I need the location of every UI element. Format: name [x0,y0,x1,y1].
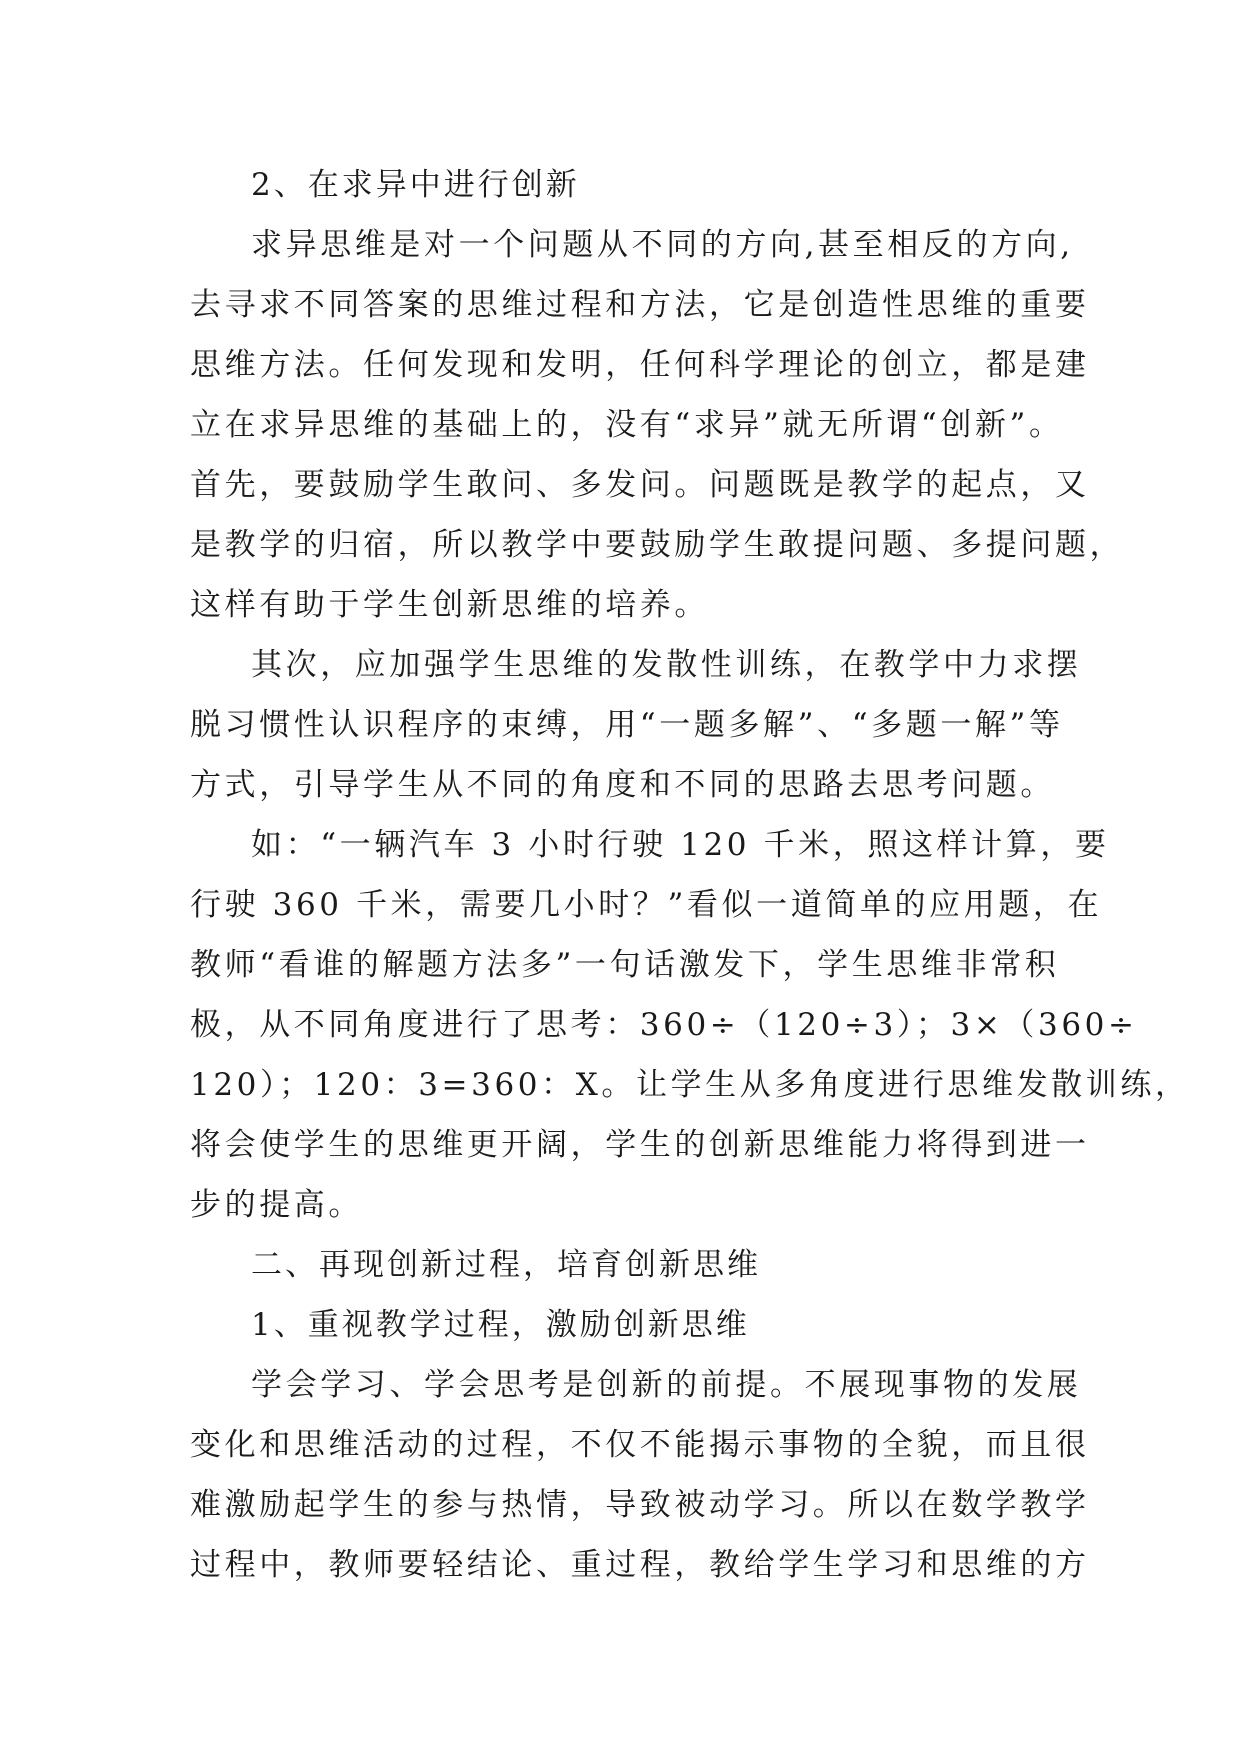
paragraph-line: 极，从不同角度进行了思考：360÷（120÷3）；3×（360÷ [190,1007,1138,1043]
paragraph-line: 去寻求不同答案的思维过程和方法，它是创造性思维的重要 [190,287,1090,323]
paragraph-line: 如：“一辆汽车 3 小时行驶 120 千米，照这样计算，要 [251,827,1110,863]
paragraph-line: 行驶 360 千米，需要几小时？”看似一道简单的应用题，在 [190,887,1103,923]
paragraph-line: 教师“看谁的解题方法多”一句话激发下，学生思维非常积 [190,947,1060,983]
paragraph-line: 立在求异思维的基础上的，没有“求异”就无所谓“创新”。 [190,407,1064,443]
paragraph-line: 步的提高。 [190,1187,363,1223]
paragraph-line: 这样有助于学生创新思维的培养。 [190,587,709,623]
paragraph-line: 思维方法。任何发现和发明，任何科学理论的创立，都是建 [190,347,1090,383]
paragraph-line: 难激励起学生的参与热情，导致被动学习。所以在数学教学 [190,1487,1090,1523]
paragraph-line: 是教学的归宿，所以教学中要鼓励学生敢提问题、多提问题， [190,527,1125,563]
paragraph-line: 脱习惯性认识程序的束缚，用“一题多解”、“多题一解”等 [190,707,1064,743]
paragraph-line: 方式，引导学生从不同的角度和不同的思路去思考问题。 [190,767,1055,803]
section-heading-two: 二、再现创新过程，培育创新思维 [251,1247,761,1283]
paragraph-line: 求异思维是对一个问题从不同的方向,甚至相反的方向, [251,227,1074,263]
paragraph-line: 120）；120：3=360：X。让学生从多角度进行思维发散训练， [190,1067,1190,1103]
subsection-heading-1: 1、重视教学过程，激励创新思维 [251,1307,750,1343]
paragraph-line: 首先，要鼓励学生敢问、多发问。问题既是教学的起点，又 [190,467,1090,503]
paragraph-line: 学会学习、学会思考是创新的前提。不展现事物的发展 [251,1367,1082,1403]
paragraph-line: 变化和思维活动的过程，不仅不能揭示事物的全貌，而且很 [190,1427,1090,1463]
paragraph-line: 将会使学生的思维更开阔，学生的创新思维能力将得到进一 [190,1127,1090,1163]
paragraph-line: 过程中，教师要轻结论、重过程，教给学生学习和思维的方 [190,1547,1090,1583]
paragraph-line: 其次，应加强学生思维的发散性训练，在教学中力求摆 [251,647,1082,683]
section-heading-2: 2、在求异中进行创新 [251,167,580,203]
